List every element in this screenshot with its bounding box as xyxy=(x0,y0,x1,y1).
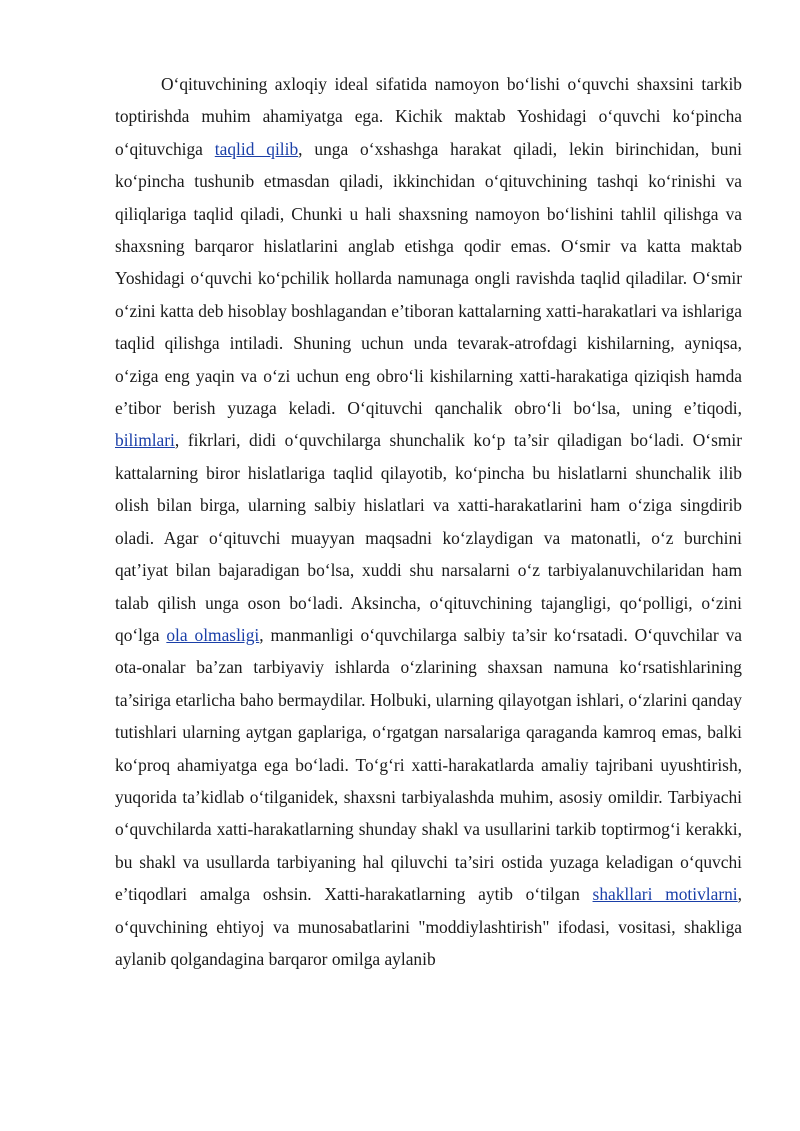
paragraph-text-1: O‘qituvchining axloqiy ideal sifatida namoyon bo‘lishi o‘quvchi shaxsini tarkib toptirishda muhim ahamiyatga ega. Kichik maktab Yoshidagi o‘quvchi ko‘pincha o‘qituvchiga xyxy=(115,74,742,159)
body-paragraph xyxy=(115,68,742,975)
link-shakllari-motivlarni[interactable]: shakllari motivlarni xyxy=(592,884,738,905)
paragraph-text-3: , fikrlari, didi o‘quvchilarga shunchalik ko‘p ta’sir qiladigan bo‘ladi. O‘smir kattalarning biror hislatlariga taqlid qilayotib, ko‘pincha bu hislatlarni shunchalik ilib olish bilan birga, ularning salbiy hislatlari va xatti-harakatlarini ham o‘ziga singdirib oladi. Agar o‘qituvchi muayyan maqsadni ko‘zlaydigan va matonatli, o‘z burchini qat’iyat bilan bajaradigan bo‘lsa, xuddi shu narsalarni o‘z tarbiyalanuvchilaridan ham talab qilish unga oson bo‘ladi. Aksincha, o‘qituvchining tajangligi, qo‘polligi, o‘zini qo‘lga xyxy=(115,430,742,645)
paragraph-text-4: , manmanligi o‘quvchilarga salbiy ta’sir ko‘rsatadi. O‘quvchilar va ota-onalar ba’zan tarbiyaviy ishlarda o‘zlarining shaxsan namuna ko‘rsatishlarining ta’siriga etarlicha baho bermaydilar. Holbuki, ularning qilayotgan ishlari, o‘zlarini qanday tutishlari ularning aytgan gaplariga, o‘rgatgan narsalariga qaraganda kamroq emas, balki ko‘proq ahamiyatga ega bo‘ladi. To‘g‘ri xatti-harakatlarda amaliy tajribani uyushtirish, yuqorida ta’kidlab o‘tilganidek, shaxsni tarbiyalashda muhim, asosiy omildir. Tarbiyachi o‘quvchilarda xatti-harakatlarning shunday shakl va usullarini tarkib toptirmog‘i kerakki, bu shakl va usullarda tarbiyaning hal qiluvchi ta’siri ostida yuzaga keladigan o‘quvchi e’tiqodlari amalga oshsin. Xatti-harakatlarning aytib o‘tilgan xyxy=(115,624,743,905)
link-bilimlari[interactable]: bilimlari xyxy=(115,430,175,451)
link-ola-olmasligi[interactable]: ola olmasligi xyxy=(166,624,260,645)
paragraph-text-5: , o‘quvchining ehtiyoj va munosabatlarini "moddiylashtirish" ifodasi, vositasi, shakliga aylanib qolgandagina barqaror omilga aylanib xyxy=(115,884,742,969)
document-page xyxy=(115,68,742,975)
paragraph-text-2: , unga o‘xshashga harakat qiladi, lekin birinchidan, buni ko‘pincha tushunib etmasdan qiladi, ikkinchidan o‘qituvchining tashqi ko‘rinishi va qiliqlariga taqlid qiladi, Chunki u hali shaxsning namoyon bo‘lishini tahlil qilishga va shaxsning barqaror hislatlarini anglab etishga qodir emas. O‘smir va katta maktab Yoshidagi o‘quvchi ko‘pchilik hollarda namunaga ongli ravishda taqlid qiladilar. O‘smir o‘zini katta deb hisoblay boshlagandan e’tiboran kattalarning xatti-harakatlari va ishlariga taqlid qilishga intiladi. Shuning uchun unda tevarak-atrofdagi kishilarning, ayniqsa, o‘ziga eng yaqin va o‘zi uchun eng obro‘li kishilarning xatti-harakatiga qiziqish hamda e’tibor berish yuzaga keladi. O‘qituvchi qanchalik obro‘li bo‘lsa, uning e’tiqodi, xyxy=(115,138,743,419)
link-taqlid-qilib[interactable]: taqlid qilib xyxy=(214,138,299,159)
